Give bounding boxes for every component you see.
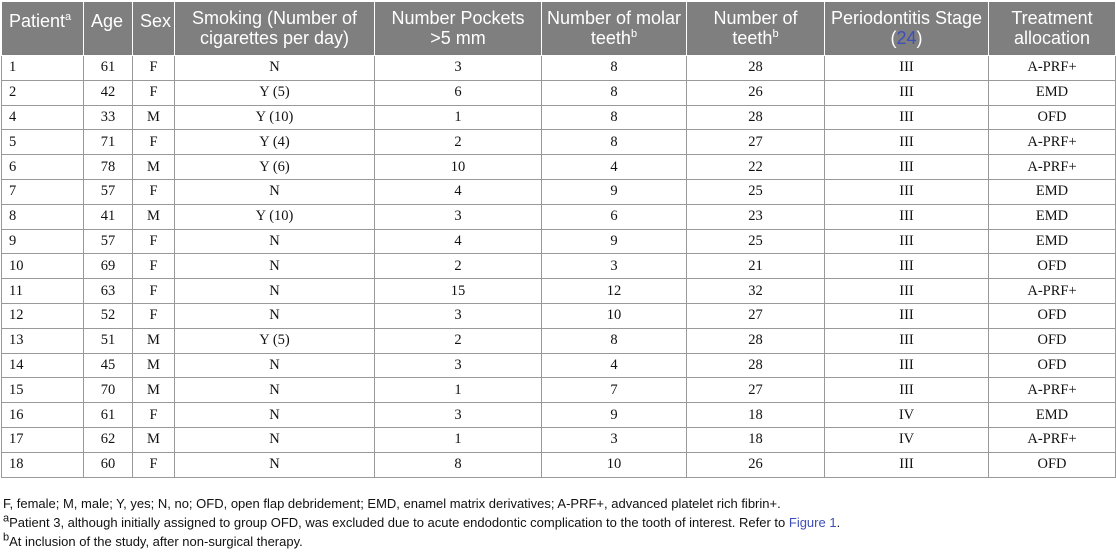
footnote-marker-a: a [65,11,72,23]
cell-treatment: OFD [989,254,1116,279]
table-body [2,56,1116,478]
cell-treatment: A-PRF+ [989,279,1116,304]
table-row [2,229,1116,254]
header-molar-teeth: Number of molar teeth$^b$ [542,2,687,56]
cell-teeth: 18 [687,403,825,428]
figure-1-link[interactable]: Figure 1 [788,515,837,530]
cell-pockets: 4 [375,229,542,254]
cell-age: 60 [84,452,133,477]
table-row [2,80,1116,105]
header-teeth: Number of teeth$^b$ [687,2,825,56]
cell-pockets: 1 [375,427,542,452]
cell-teeth: 32 [687,279,825,304]
cell-teeth: 27 [687,378,825,403]
cell-sex: F [133,130,175,155]
cell-age: 71 [84,130,133,155]
cell-pockets: 3 [375,303,542,328]
cell-smoking: N [175,179,375,204]
cell-stage: IV [825,403,989,428]
header-pockets: Number Pockets >5 mm [375,2,542,56]
cell-stage: III [825,80,989,105]
cell-age: 45 [84,353,133,378]
table-row [2,403,1116,428]
cell-molar-teeth: 8 [542,56,687,81]
cell-smoking: N [175,452,375,477]
cell-treatment: EMD [989,403,1116,428]
cell-teeth: 28 [687,105,825,130]
cell-patient: 11 [2,279,84,304]
cell-age: 63 [84,279,133,304]
cell-age: 33 [84,105,133,130]
cell-teeth: 27 [687,130,825,155]
cell-stage: III [825,179,989,204]
table-row [2,105,1116,130]
cell-age: 42 [84,80,133,105]
cell-teeth: 22 [687,155,825,180]
cell-smoking: N [175,427,375,452]
cell-sex: F [133,229,175,254]
table-row [2,279,1116,304]
table-row [2,155,1116,180]
cell-sex: M [133,427,175,452]
cell-smoking: Y (4) [175,130,375,155]
header-row [2,2,1116,56]
cell-pockets: 10 [375,155,542,180]
cell-age: 57 [84,179,133,204]
cell-stage: III [825,105,989,130]
cell-patient: 10 [2,254,84,279]
cell-age: 61 [84,403,133,428]
cell-treatment: A-PRF+ [989,378,1116,403]
cell-molar-teeth: 8 [542,328,687,353]
footnote-b: $^b$At inclusion of the study, after non-surgical therapy. [3,531,303,549]
cell-patient: 9 [2,229,84,254]
cell-age: 78 [84,155,133,180]
table-row [2,254,1116,279]
cell-pockets: 6 [375,80,542,105]
cell-sex: M [133,378,175,403]
table-row [2,204,1116,229]
cell-molar-teeth: 8 [542,80,687,105]
cell-molar-teeth: 9 [542,229,687,254]
cell-patient: 1 [2,56,84,81]
cell-age: 52 [84,303,133,328]
cell-treatment: OFD [989,303,1116,328]
cell-pockets: 15 [375,279,542,304]
cell-patient: 18 [2,452,84,477]
cell-pockets: 2 [375,254,542,279]
cell-age: 62 [84,427,133,452]
cell-molar-teeth: 4 [542,353,687,378]
cell-age: 41 [84,204,133,229]
cell-stage: III [825,56,989,81]
cell-stage: III [825,452,989,477]
cell-stage: III [825,328,989,353]
cell-stage: III [825,378,989,403]
cell-age: 61 [84,56,133,81]
cell-smoking: Y (6) [175,155,375,180]
footnote-marker-b: b [772,27,779,40]
cell-treatment: OFD [989,328,1116,353]
cell-sex: M [133,353,175,378]
cell-teeth: 23 [687,204,825,229]
cell-smoking: Y (10) [175,105,375,130]
table-footnotes [3,494,1113,551]
cell-smoking: N [175,229,375,254]
cell-age: 70 [84,378,133,403]
footnote-marker-b: b [630,27,638,40]
cell-sex: F [133,303,175,328]
cell-molar-teeth: 10 [542,452,687,477]
cell-teeth: 28 [687,353,825,378]
cell-molar-teeth: 6 [542,204,687,229]
cell-molar-teeth: 3 [542,427,687,452]
cell-molar-teeth: 12 [542,279,687,304]
table-row [2,56,1116,81]
cell-pockets: 8 [375,452,542,477]
cell-smoking: N [175,56,375,81]
cell-pockets: 4 [375,179,542,204]
cell-teeth: 25 [687,179,825,204]
cell-stage: IV [825,427,989,452]
cell-molar-teeth: 3 [542,254,687,279]
cell-smoking: N [175,403,375,428]
header-smoking: Smoking (Number of cigarettes per day) [175,2,375,56]
cell-teeth: 27 [687,303,825,328]
cell-molar-teeth: 4 [542,155,687,180]
cell-treatment: OFD [989,353,1116,378]
cell-smoking: Y (10) [175,204,375,229]
table-row [2,328,1116,353]
header-treatment: Treatment allocation [989,2,1116,56]
cell-teeth: 26 [687,452,825,477]
cell-patient: 7 [2,179,84,204]
cell-patient: 16 [2,403,84,428]
header-patient: Patient$^a$ [2,2,84,56]
cell-smoking: N [175,254,375,279]
cell-teeth: 21 [687,254,825,279]
cell-teeth: 25 [687,229,825,254]
cell-pockets: 1 [375,378,542,403]
cell-pockets: 3 [375,56,542,81]
cell-treatment: EMD [989,204,1116,229]
cell-sex: M [133,105,175,130]
cell-patient: 5 [2,130,84,155]
cell-treatment: EMD [989,80,1116,105]
cell-smoking: Y (5) [175,80,375,105]
table-row [2,427,1116,452]
cell-pockets: 3 [375,353,542,378]
cell-sex: F [133,279,175,304]
cell-smoking: N [175,353,375,378]
cell-stage: III [825,279,989,304]
cell-stage: III [825,130,989,155]
table-row [2,179,1116,204]
header-periodontitis-stage: Periodontitis Stage (24) [825,2,989,56]
cell-molar-teeth: 9 [542,179,687,204]
table-row [2,353,1116,378]
table-row [2,378,1116,403]
cell-patient: 6 [2,155,84,180]
cell-sex: F [133,403,175,428]
cell-patient: 2 [2,80,84,105]
cell-sex: F [133,179,175,204]
cell-treatment: A-PRF+ [989,427,1116,452]
cell-teeth: 18 [687,427,825,452]
cell-pockets: 3 [375,403,542,428]
cell-patient: 17 [2,427,84,452]
cell-smoking: Y (5) [175,328,375,353]
cell-sex: F [133,254,175,279]
footnote-a: $^a$Patient 3, although initially assigned to group OFD, was excluded due to acute endodontic complication to the tooth of interest. Refer to Figure 1. [3,512,841,530]
cell-pockets: 3 [375,204,542,229]
cell-stage: III [825,204,989,229]
cell-molar-teeth: 8 [542,105,687,130]
cell-smoking: N [175,303,375,328]
cell-patient: 13 [2,328,84,353]
cell-sex: F [133,56,175,81]
cell-age: 69 [84,254,133,279]
cell-patient: 12 [2,303,84,328]
patient-characteristics-table [1,1,1116,478]
table-row [2,452,1116,477]
table-row [2,130,1116,155]
cell-teeth: 28 [687,56,825,81]
reference-link[interactable]: 24 [896,27,917,48]
cell-treatment: A-PRF+ [989,130,1116,155]
cell-age: 57 [84,229,133,254]
cell-age: 51 [84,328,133,353]
cell-sex: M [133,155,175,180]
cell-treatment: EMD [989,179,1116,204]
cell-molar-teeth: 10 [542,303,687,328]
header-age: Age [84,2,133,56]
cell-patient: 14 [2,353,84,378]
cell-stage: III [825,155,989,180]
cell-treatment: OFD [989,452,1116,477]
cell-treatment: A-PRF+ [989,155,1116,180]
cell-sex: M [133,328,175,353]
cell-sex: M [133,204,175,229]
cell-stage: III [825,303,989,328]
cell-pockets: 1 [375,105,542,130]
cell-patient: 4 [2,105,84,130]
cell-stage: III [825,254,989,279]
cell-patient: 8 [2,204,84,229]
cell-smoking: N [175,378,375,403]
table-row [2,303,1116,328]
footnote-abbreviations: F, female; M, male; Y, yes; N, no; OFD, open flap debridement; EMD, enamel matrix derivatives; A-PRF+, advanced platelet rich fibrin+. [3,496,781,511]
cell-sex: F [133,80,175,105]
cell-teeth: 28 [687,328,825,353]
cell-treatment: EMD [989,229,1116,254]
cell-pockets: 2 [375,130,542,155]
cell-patient: 15 [2,378,84,403]
cell-treatment: OFD [989,105,1116,130]
cell-stage: III [825,353,989,378]
header-sex: Sex [133,2,175,56]
cell-molar-teeth: 8 [542,130,687,155]
cell-teeth: 26 [687,80,825,105]
cell-smoking: N [175,279,375,304]
cell-molar-teeth: 9 [542,403,687,428]
cell-treatment: A-PRF+ [989,56,1116,81]
cell-stage: III [825,229,989,254]
cell-pockets: 2 [375,328,542,353]
cell-molar-teeth: 7 [542,378,687,403]
cell-sex: F [133,452,175,477]
